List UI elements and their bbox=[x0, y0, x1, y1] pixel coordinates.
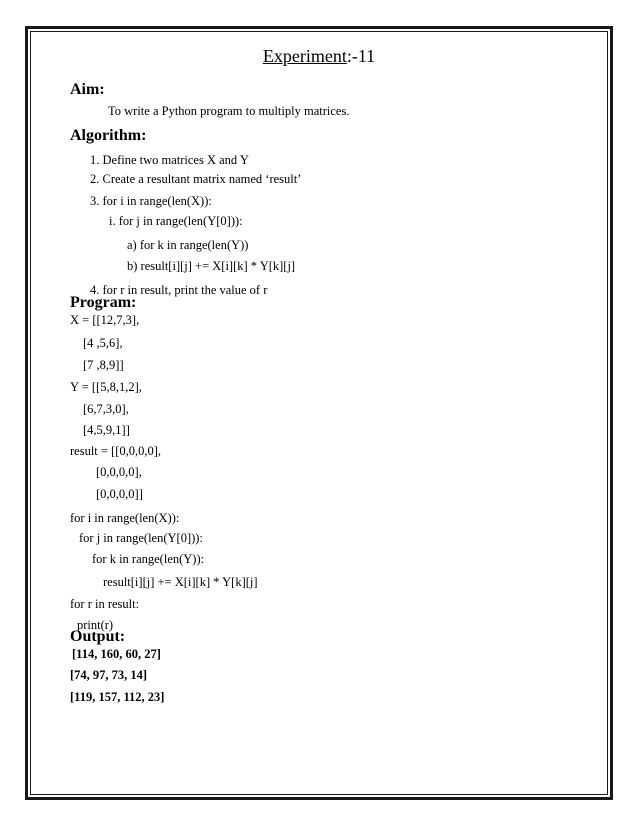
algorithm-step: 3. for i in range(len(X)): bbox=[90, 194, 212, 208]
title-suffix: :-11 bbox=[346, 46, 376, 66]
code-line: for j in range(len(Y[0])): bbox=[79, 531, 203, 545]
algorithm-step: 1. Define two matrices X and Y bbox=[90, 153, 249, 167]
algorithm-substep: b) result[i][j] += X[i][k] * Y[k][j] bbox=[127, 259, 296, 273]
code-line: print(r) bbox=[77, 618, 114, 632]
output-line: [114, 160, 60, 27] bbox=[72, 647, 161, 661]
aim-text: To write a Python program to multiply matrices. bbox=[108, 104, 350, 118]
algorithm-substep: a) for k in range(len(Y)) bbox=[127, 238, 249, 252]
algorithm-step: 2. Create a resultant matrix named ‘result’ bbox=[90, 172, 302, 186]
code-line: Y = [[5,8,1,2], bbox=[70, 380, 142, 394]
code-line: [0,0,0,0], bbox=[96, 465, 142, 479]
algorithm-heading: Algorithm: bbox=[70, 127, 147, 144]
program-heading: Program: bbox=[70, 294, 137, 311]
algorithm-substep: i. for j in range(len(Y[0])): bbox=[109, 214, 243, 228]
code-line: [6,7,3,0], bbox=[83, 402, 129, 416]
code-line: for k in range(len(Y)): bbox=[92, 552, 205, 566]
code-line: for r in result: bbox=[70, 597, 140, 611]
page-title bbox=[0, 46, 638, 67]
code-line: [4 ,5,6], bbox=[83, 336, 123, 350]
code-line: X = [[12,7,3], bbox=[70, 313, 140, 327]
code-line: [7 ,8,9]] bbox=[83, 358, 124, 372]
code-line: [4,5,9,1]] bbox=[83, 423, 130, 437]
aim-heading: Aim: bbox=[70, 81, 105, 98]
code-line: [0,0,0,0]] bbox=[96, 487, 143, 501]
title-main: Experiment bbox=[262, 46, 347, 66]
output-line: [119, 157, 112, 23] bbox=[70, 690, 165, 704]
algorithm-step: 4. for r in result, print the value of r bbox=[90, 283, 268, 297]
output-heading: Output: bbox=[70, 628, 126, 645]
code-line: for i in range(len(X)): bbox=[70, 511, 180, 525]
code-line: result = [[0,0,0,0], bbox=[70, 444, 162, 458]
code-line: result[i][j] += X[i][k] * Y[k][j] bbox=[103, 575, 258, 589]
output-line: [74, 97, 73, 14] bbox=[70, 668, 148, 682]
